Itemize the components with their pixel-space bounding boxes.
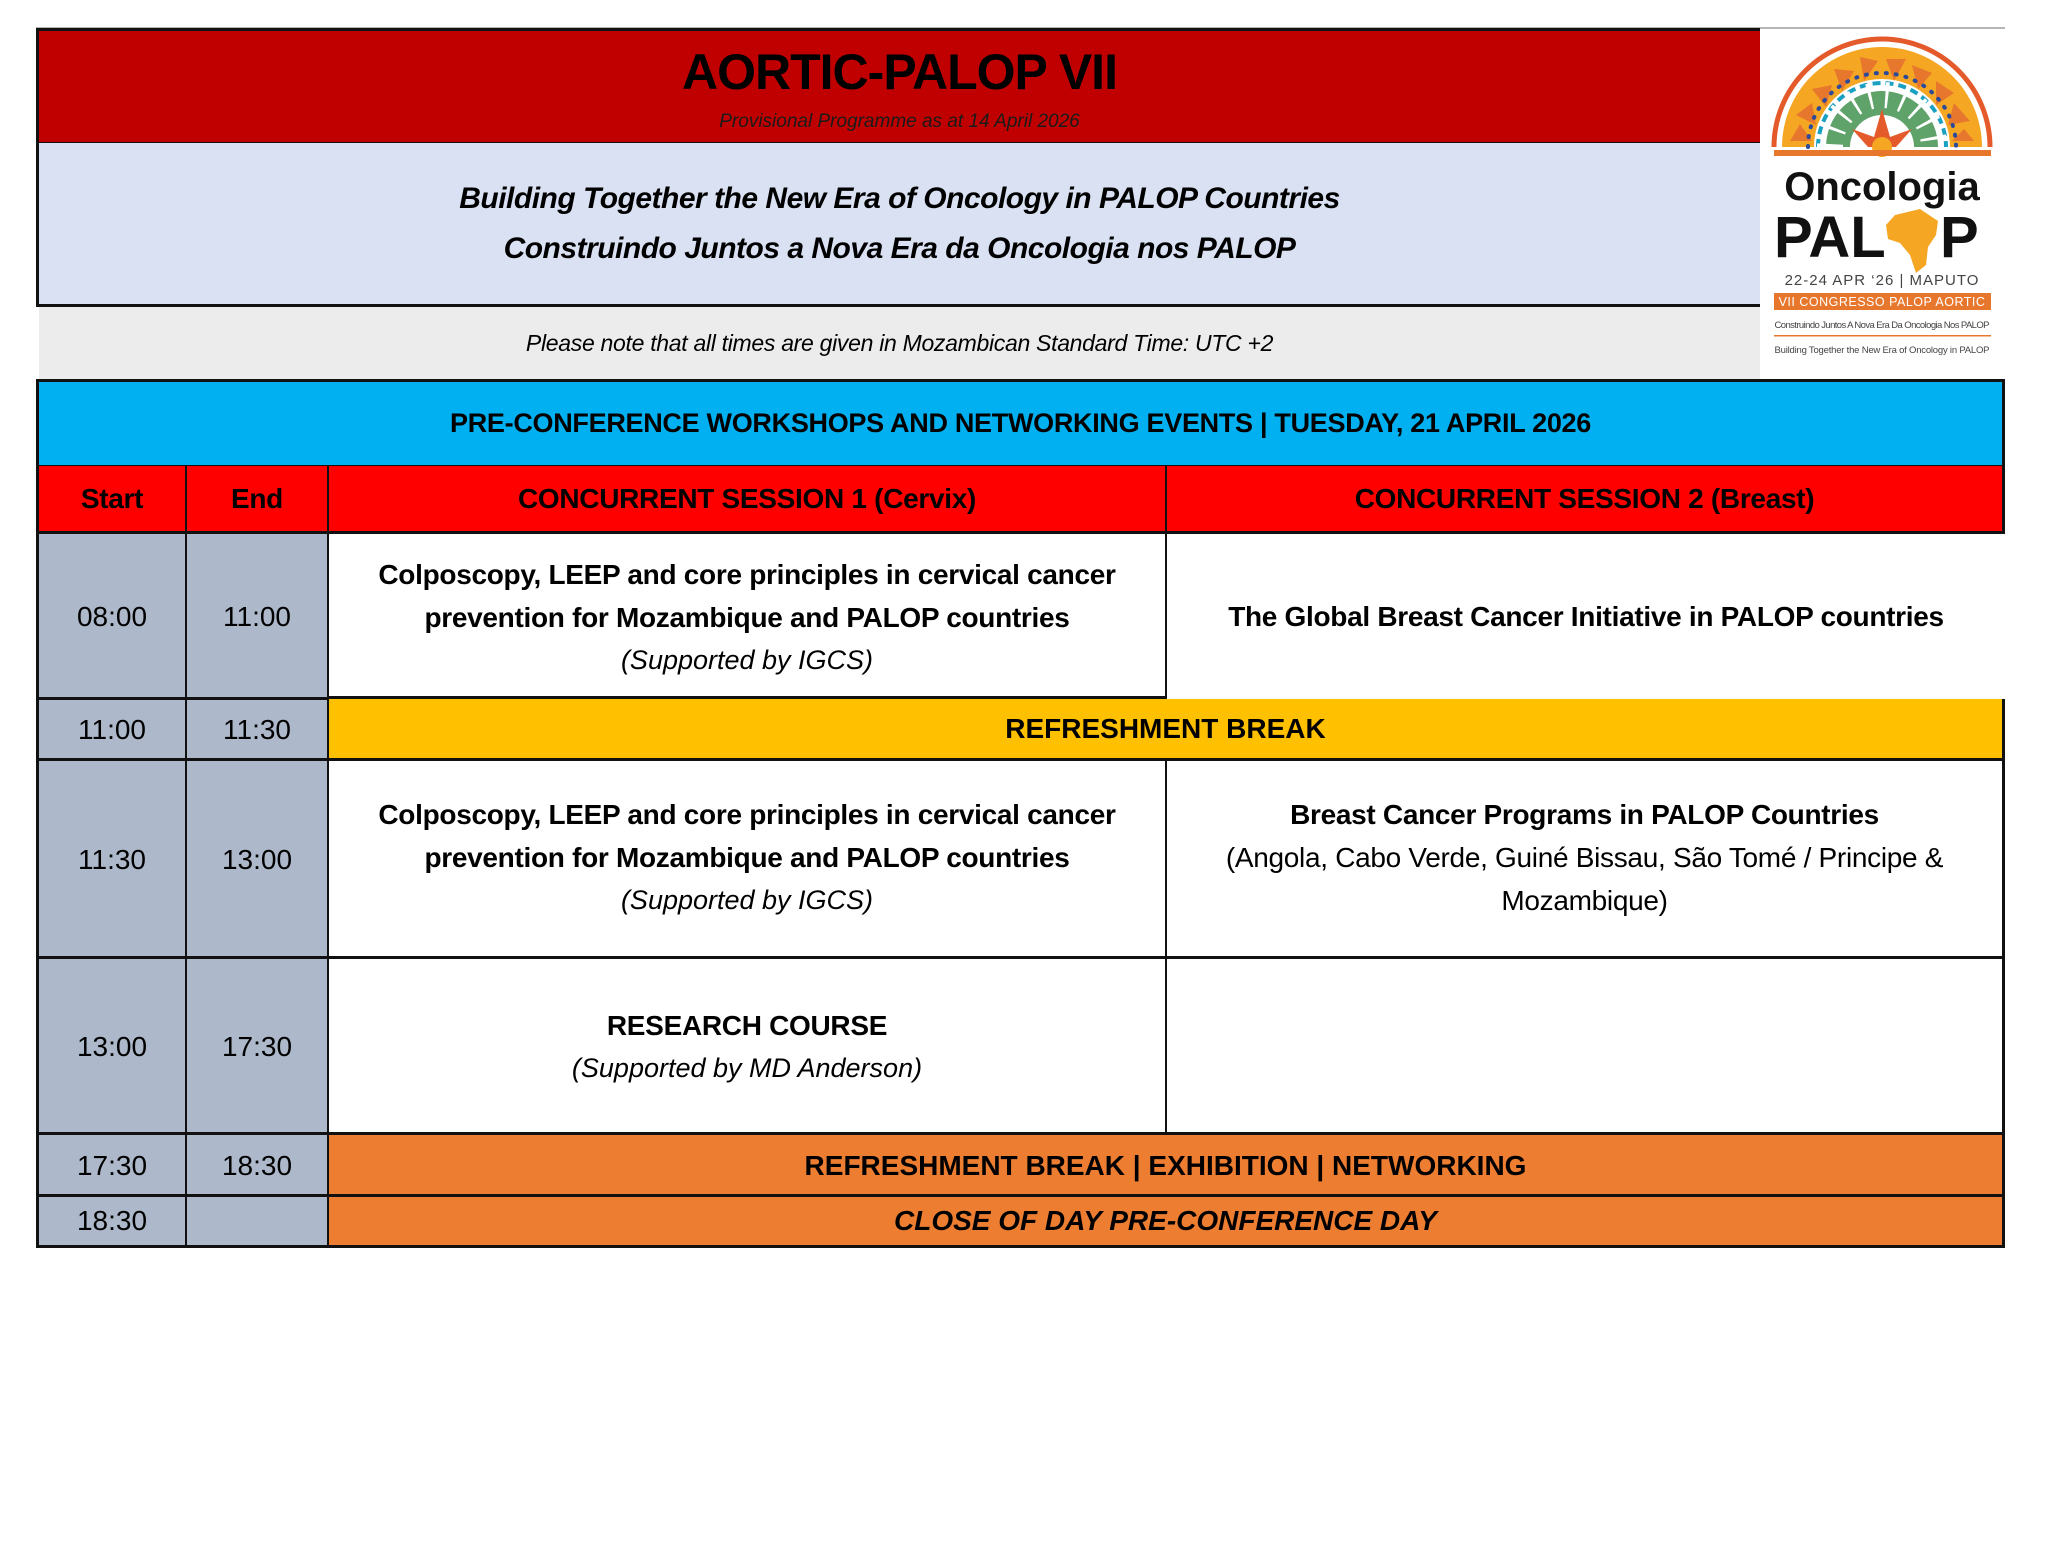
break-label: REFRESHMENT BREAK | EXHIBITION | NETWORKING bbox=[804, 1149, 1527, 1181]
start-time: 17:30 bbox=[76, 1149, 148, 1181]
column-header-start bbox=[36, 466, 187, 534]
row-4-start bbox=[36, 956, 187, 1134]
session-title-line-2: prevention for Mozambique and PALOP countries bbox=[424, 601, 1070, 633]
column-header-label: CONCURRENT SESSION 1 (Cervix) bbox=[517, 482, 977, 514]
session-detail-line-1: (Angola, Cabo Verde, Guiné Bissau, São Tomé / Principe & bbox=[1225, 842, 1944, 873]
svg-text:22-24 APR ‘26 | MAPUTO: 22-24 APR ‘26 | MAPUTO bbox=[1784, 272, 1980, 289]
session-sponsor: (Supported by IGCS) bbox=[620, 885, 874, 915]
congress-logo bbox=[1760, 29, 2005, 378]
title-band bbox=[36, 28, 1760, 145]
start-time: 13:00 bbox=[76, 1030, 148, 1062]
row-3-end bbox=[187, 758, 329, 958]
session-sponsor: (Supported by MD Anderson) bbox=[571, 1052, 923, 1083]
row-5-networking-break bbox=[329, 1132, 2005, 1196]
row-5-start bbox=[36, 1132, 187, 1196]
end-time: 11:00 bbox=[223, 600, 291, 632]
close-of-day-label: CLOSE OF DAY PRE-CONFERENCE DAY bbox=[894, 1205, 1437, 1236]
row-3-session-1 bbox=[329, 758, 1167, 958]
session-title: Breast Cancer Programs in PALOP Countries bbox=[1290, 799, 1879, 830]
row-6-close-of-day bbox=[329, 1194, 2005, 1248]
time-note: Please note that all times are given in Mozambican Standard Time: UTC +2 bbox=[525, 329, 1274, 356]
svg-text:Construindo Juntos A Nova Era: Construindo Juntos A Nova Era Da Oncologia Nos PALOP bbox=[1774, 320, 1990, 331]
theme-portuguese: Construindo Juntos a Nova Era da Oncologia nos PALOP bbox=[503, 231, 1296, 265]
session-title: The Global Breast Cancer Initiative in PALOP countries bbox=[1228, 601, 1944, 632]
end-time: 17:30 bbox=[221, 1030, 293, 1062]
column-header-session-1 bbox=[329, 466, 1167, 534]
session-title-line-2: prevention for Mozambique and PALOP countries bbox=[424, 842, 1070, 873]
end-time: 13:00 bbox=[221, 843, 293, 875]
day-banner-text: PRE-CONFERENCE WORKSHOPS AND NETWORKING EVENTS | TUESDAY, 21 APRIL 2026 bbox=[450, 408, 1591, 438]
session-title-line-1: Colposcopy, LEEP and core principles in cervical cancer bbox=[378, 799, 1116, 830]
row-4-session-1 bbox=[329, 956, 1167, 1134]
row-3-session-2 bbox=[1167, 758, 2005, 958]
start-time: 18:30 bbox=[76, 1205, 148, 1236]
time-note-band bbox=[39, 307, 1760, 379]
africa-map-icon bbox=[1886, 209, 1938, 273]
theme-band bbox=[36, 143, 1760, 307]
column-header-session-2 bbox=[1167, 466, 2005, 534]
row-6-end bbox=[187, 1194, 329, 1248]
start-time: 11:30 bbox=[78, 843, 146, 875]
start-time: 08:00 bbox=[76, 600, 148, 632]
svg-text:Oncologia: Oncologia bbox=[1784, 165, 1980, 209]
row-1-start bbox=[36, 534, 187, 699]
end-time: 11:30 bbox=[223, 713, 291, 745]
session-sponsor: (Supported by IGCS) bbox=[620, 644, 874, 675]
svg-text:Building Together the New Era: Building Together the New Era of Oncology in PALOP bbox=[1774, 345, 1990, 356]
session-title: RESEARCH COURSE bbox=[606, 1009, 888, 1041]
row-6-start bbox=[36, 1194, 187, 1248]
day-banner bbox=[36, 379, 2005, 468]
column-header-label: CONCURRENT SESSION 2 (Breast) bbox=[1354, 482, 1815, 514]
row-3-start bbox=[36, 758, 187, 958]
row-1-session-2 bbox=[1167, 534, 2005, 699]
svg-text:PAL: PAL bbox=[1774, 205, 1886, 270]
row-2-end bbox=[187, 697, 329, 759]
end-time: 18:30 bbox=[221, 1149, 293, 1181]
column-header-end bbox=[187, 466, 329, 534]
session-title-line-1: Colposcopy, LEEP and core principles in cervical cancer bbox=[378, 558, 1116, 590]
sun-emblem-icon bbox=[1760, 29, 2005, 378]
break-label: REFRESHMENT BREAK bbox=[1005, 713, 1326, 744]
svg-text:VII CONGRESSO PALOP AORTIC: VII CONGRESSO PALOP AORTIC bbox=[1778, 295, 1986, 309]
column-header-label: End bbox=[231, 482, 283, 514]
row-2-start bbox=[36, 697, 187, 759]
row-4-session-2 bbox=[1167, 956, 2005, 1134]
start-time: 11:00 bbox=[78, 713, 146, 745]
theme-english: Building Together the New Era of Oncology in PALOP Countries bbox=[459, 181, 1340, 215]
session-detail-line-2: Mozambique) bbox=[1501, 885, 1668, 916]
row-4-end bbox=[187, 956, 329, 1134]
row-1-end bbox=[187, 534, 329, 699]
row-5-end bbox=[187, 1132, 329, 1196]
svg-text:P: P bbox=[1940, 205, 1979, 270]
row-1-session-1 bbox=[329, 534, 1167, 699]
programme-title: AORTIC-PALOP VII bbox=[682, 43, 1117, 100]
programme-subtitle: Provisional Programme as at 14 April 2026 bbox=[719, 110, 1080, 132]
column-header-label: Start bbox=[80, 482, 144, 514]
row-2-refreshment-break bbox=[329, 699, 2005, 759]
